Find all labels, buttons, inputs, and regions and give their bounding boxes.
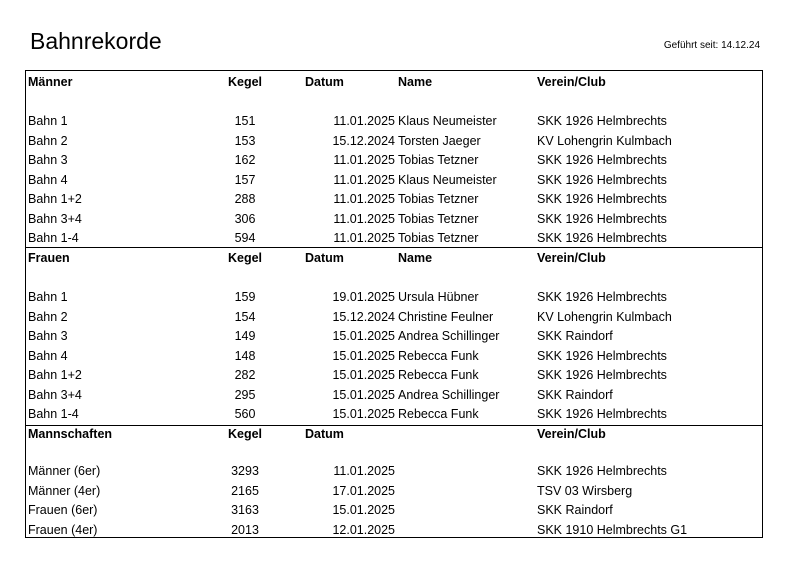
cell-verein: SKK 1926 Helmbrechts (537, 231, 667, 245)
cell-name: Andrea Schillinger (398, 329, 500, 343)
cell-datum: 15.01.2025 (332, 348, 395, 363)
table-row (25, 521, 763, 540)
cell-kegel: 151 (234, 114, 256, 128)
cell-datum: 11.01.2025 (333, 464, 395, 478)
cell-kegel: 306 (234, 211, 256, 226)
cell-verein: SKK 1926 Helmbrechts (537, 211, 667, 226)
cell-verein: SKK 1926 Helmbrechts (537, 348, 667, 363)
cell-bahn: Bahn 1+2 (28, 192, 82, 206)
cell-verein: SKK Raindorf (537, 503, 613, 517)
cell-verein: SKK 1910 Helmbrechts G1 (537, 522, 688, 537)
column-header-kegel: Kegel (227, 75, 263, 89)
cell-datum: 11.01.2025 (333, 172, 395, 187)
cell-verein: SKK 1926 Helmbrechts (537, 464, 667, 478)
cell-kegel: 3163 (231, 503, 259, 517)
column-header-name: Name (398, 251, 433, 265)
cell-datum: 15.01.2025 (332, 407, 395, 421)
column-header-name: Name (398, 75, 433, 89)
cell-name: Tobias Tetzner (398, 153, 479, 167)
cell-verein: SKK 1926 Helmbrechts (537, 407, 667, 421)
cell-bahn: Bahn 3+4 (28, 387, 82, 402)
cell-bahn: Bahn 4 (28, 172, 68, 187)
table-row (25, 347, 763, 366)
cell-kegel: 594 (234, 231, 256, 245)
cell-name: Rebecca Funk (398, 348, 479, 363)
cell-verein: SKK Raindorf (537, 387, 613, 402)
section-header-frauen (25, 249, 763, 268)
cell-datum: 11.01.2025 (333, 211, 395, 226)
cell-kegel: 2165 (231, 483, 259, 498)
cell-verein: SKK 1926 Helmbrechts (537, 172, 667, 187)
cell-kegel: 282 (234, 368, 256, 382)
table-row (25, 171, 763, 190)
column-header-kegel: Kegel (227, 251, 263, 265)
cell-name: Klaus Neumeister (398, 172, 497, 187)
table-row (25, 366, 763, 385)
cell-kegel: 148 (234, 348, 256, 363)
column-header-verein: Verein/Club (537, 427, 606, 441)
cell-bahn: Bahn 2 (28, 133, 68, 148)
cell-verein: SKK 1926 Helmbrechts (537, 114, 667, 128)
column-header-datum: Datum (305, 427, 344, 441)
cell-verein: SKK 1926 Helmbrechts (537, 290, 667, 304)
cell-datum: 15.01.2025 (332, 329, 395, 343)
cell-name: Andrea Schillinger (398, 387, 500, 402)
cell-kegel: 154 (234, 309, 256, 324)
table-row (25, 501, 763, 520)
cell-datum: 17.01.2025 (332, 483, 395, 498)
table-row (25, 386, 763, 405)
table-row (25, 327, 763, 346)
cell-verein: SKK 1926 Helmbrechts (537, 368, 667, 382)
cell-datum: 15.12.2024 (332, 133, 395, 148)
cell-name: Tobias Tetzner (398, 192, 479, 206)
cell-datum: 15.12.2024 (332, 309, 395, 324)
cell-bahn: Frauen (6er) (28, 503, 98, 517)
table-row (25, 190, 763, 209)
cell-name: Tobias Tetzner (398, 231, 479, 245)
cell-datum: 15.01.2025 (332, 368, 395, 382)
cell-name: Ursula Hübner (398, 290, 479, 304)
cell-name: Klaus Neumeister (398, 114, 497, 128)
column-header-datum: Datum (305, 251, 344, 265)
section-header-mannschaften (25, 425, 763, 444)
cell-kegel: 149 (234, 329, 256, 343)
cell-kegel: 3293 (231, 464, 259, 478)
cell-verein: KV Lohengrin Kulmbach (537, 133, 672, 148)
cell-kegel: 153 (234, 133, 256, 148)
cell-bahn: Bahn 1-4 (28, 407, 79, 421)
cell-bahn: Bahn 2 (28, 309, 68, 324)
cell-bahn: Bahn 3 (28, 153, 68, 167)
cell-datum: 11.01.2025 (333, 153, 395, 167)
cell-kegel: 560 (234, 407, 256, 421)
cell-kegel: 295 (234, 387, 256, 402)
cell-datum: 12.01.2025 (332, 522, 395, 537)
column-header-verein: Verein/Club (537, 251, 606, 265)
cell-bahn: Frauen (4er) (28, 522, 98, 537)
cell-kegel: 288 (234, 192, 256, 206)
cell-datum: 15.01.2025 (332, 503, 395, 517)
cell-verein: KV Lohengrin Kulmbach (537, 309, 672, 324)
since-date-label: Geführt seit: 14.12.24 (663, 40, 760, 51)
table-row (25, 112, 763, 131)
table-row (25, 151, 763, 170)
cell-bahn: Bahn 1 (28, 114, 68, 128)
cell-bahn: Männer (4er) (28, 483, 101, 498)
cell-datum: 11.01.2025 (333, 231, 395, 245)
table-row (25, 132, 763, 151)
cell-bahn: Bahn 3+4 (28, 211, 82, 226)
cell-bahn: Bahn 1-4 (28, 231, 79, 245)
page-title: Bahnrekorde (30, 28, 162, 54)
table-row (25, 229, 763, 248)
cell-verein: TSV 03 Wirsberg (537, 483, 633, 498)
cell-name: Rebecca Funk (398, 368, 479, 382)
section-label: Mannschaften (28, 427, 113, 441)
cell-name: Christine Feulner (398, 309, 494, 324)
table-row (25, 210, 763, 229)
cell-datum: 15.01.2025 (332, 387, 395, 402)
section-label: Frauen (28, 251, 70, 265)
section-header-maenner (25, 73, 763, 92)
table-row (25, 405, 763, 424)
table-row (25, 462, 763, 481)
column-header-kegel: Kegel (227, 427, 263, 441)
cell-kegel: 157 (234, 172, 256, 187)
cell-kegel: 162 (234, 153, 256, 167)
cell-datum: 11.01.2025 (333, 192, 395, 206)
cell-bahn: Bahn 4 (28, 348, 68, 363)
cell-bahn: Männer (6er) (28, 464, 101, 478)
table-row (25, 482, 763, 501)
table-row (25, 308, 763, 327)
table-row (25, 288, 763, 307)
cell-kegel: 2013 (231, 522, 259, 537)
cell-verein: SKK 1926 Helmbrechts (537, 153, 667, 167)
cell-datum: 11.01.2025 (333, 114, 395, 128)
cell-name: Torsten Jaeger (398, 133, 481, 148)
cell-name: Tobias Tetzner (398, 211, 479, 226)
cell-bahn: Bahn 1 (28, 290, 68, 304)
cell-bahn: Bahn 1+2 (28, 368, 82, 382)
cell-verein: SKK Raindorf (537, 329, 613, 343)
cell-verein: SKK 1926 Helmbrechts (537, 192, 667, 206)
column-header-verein: Verein/Club (537, 75, 606, 89)
cell-name: Rebecca Funk (398, 407, 479, 421)
cell-datum: 19.01.2025 (332, 290, 395, 304)
cell-kegel: 159 (234, 290, 256, 304)
section-label: Männer (28, 75, 73, 89)
cell-bahn: Bahn 3 (28, 329, 68, 343)
column-header-datum: Datum (305, 75, 344, 89)
